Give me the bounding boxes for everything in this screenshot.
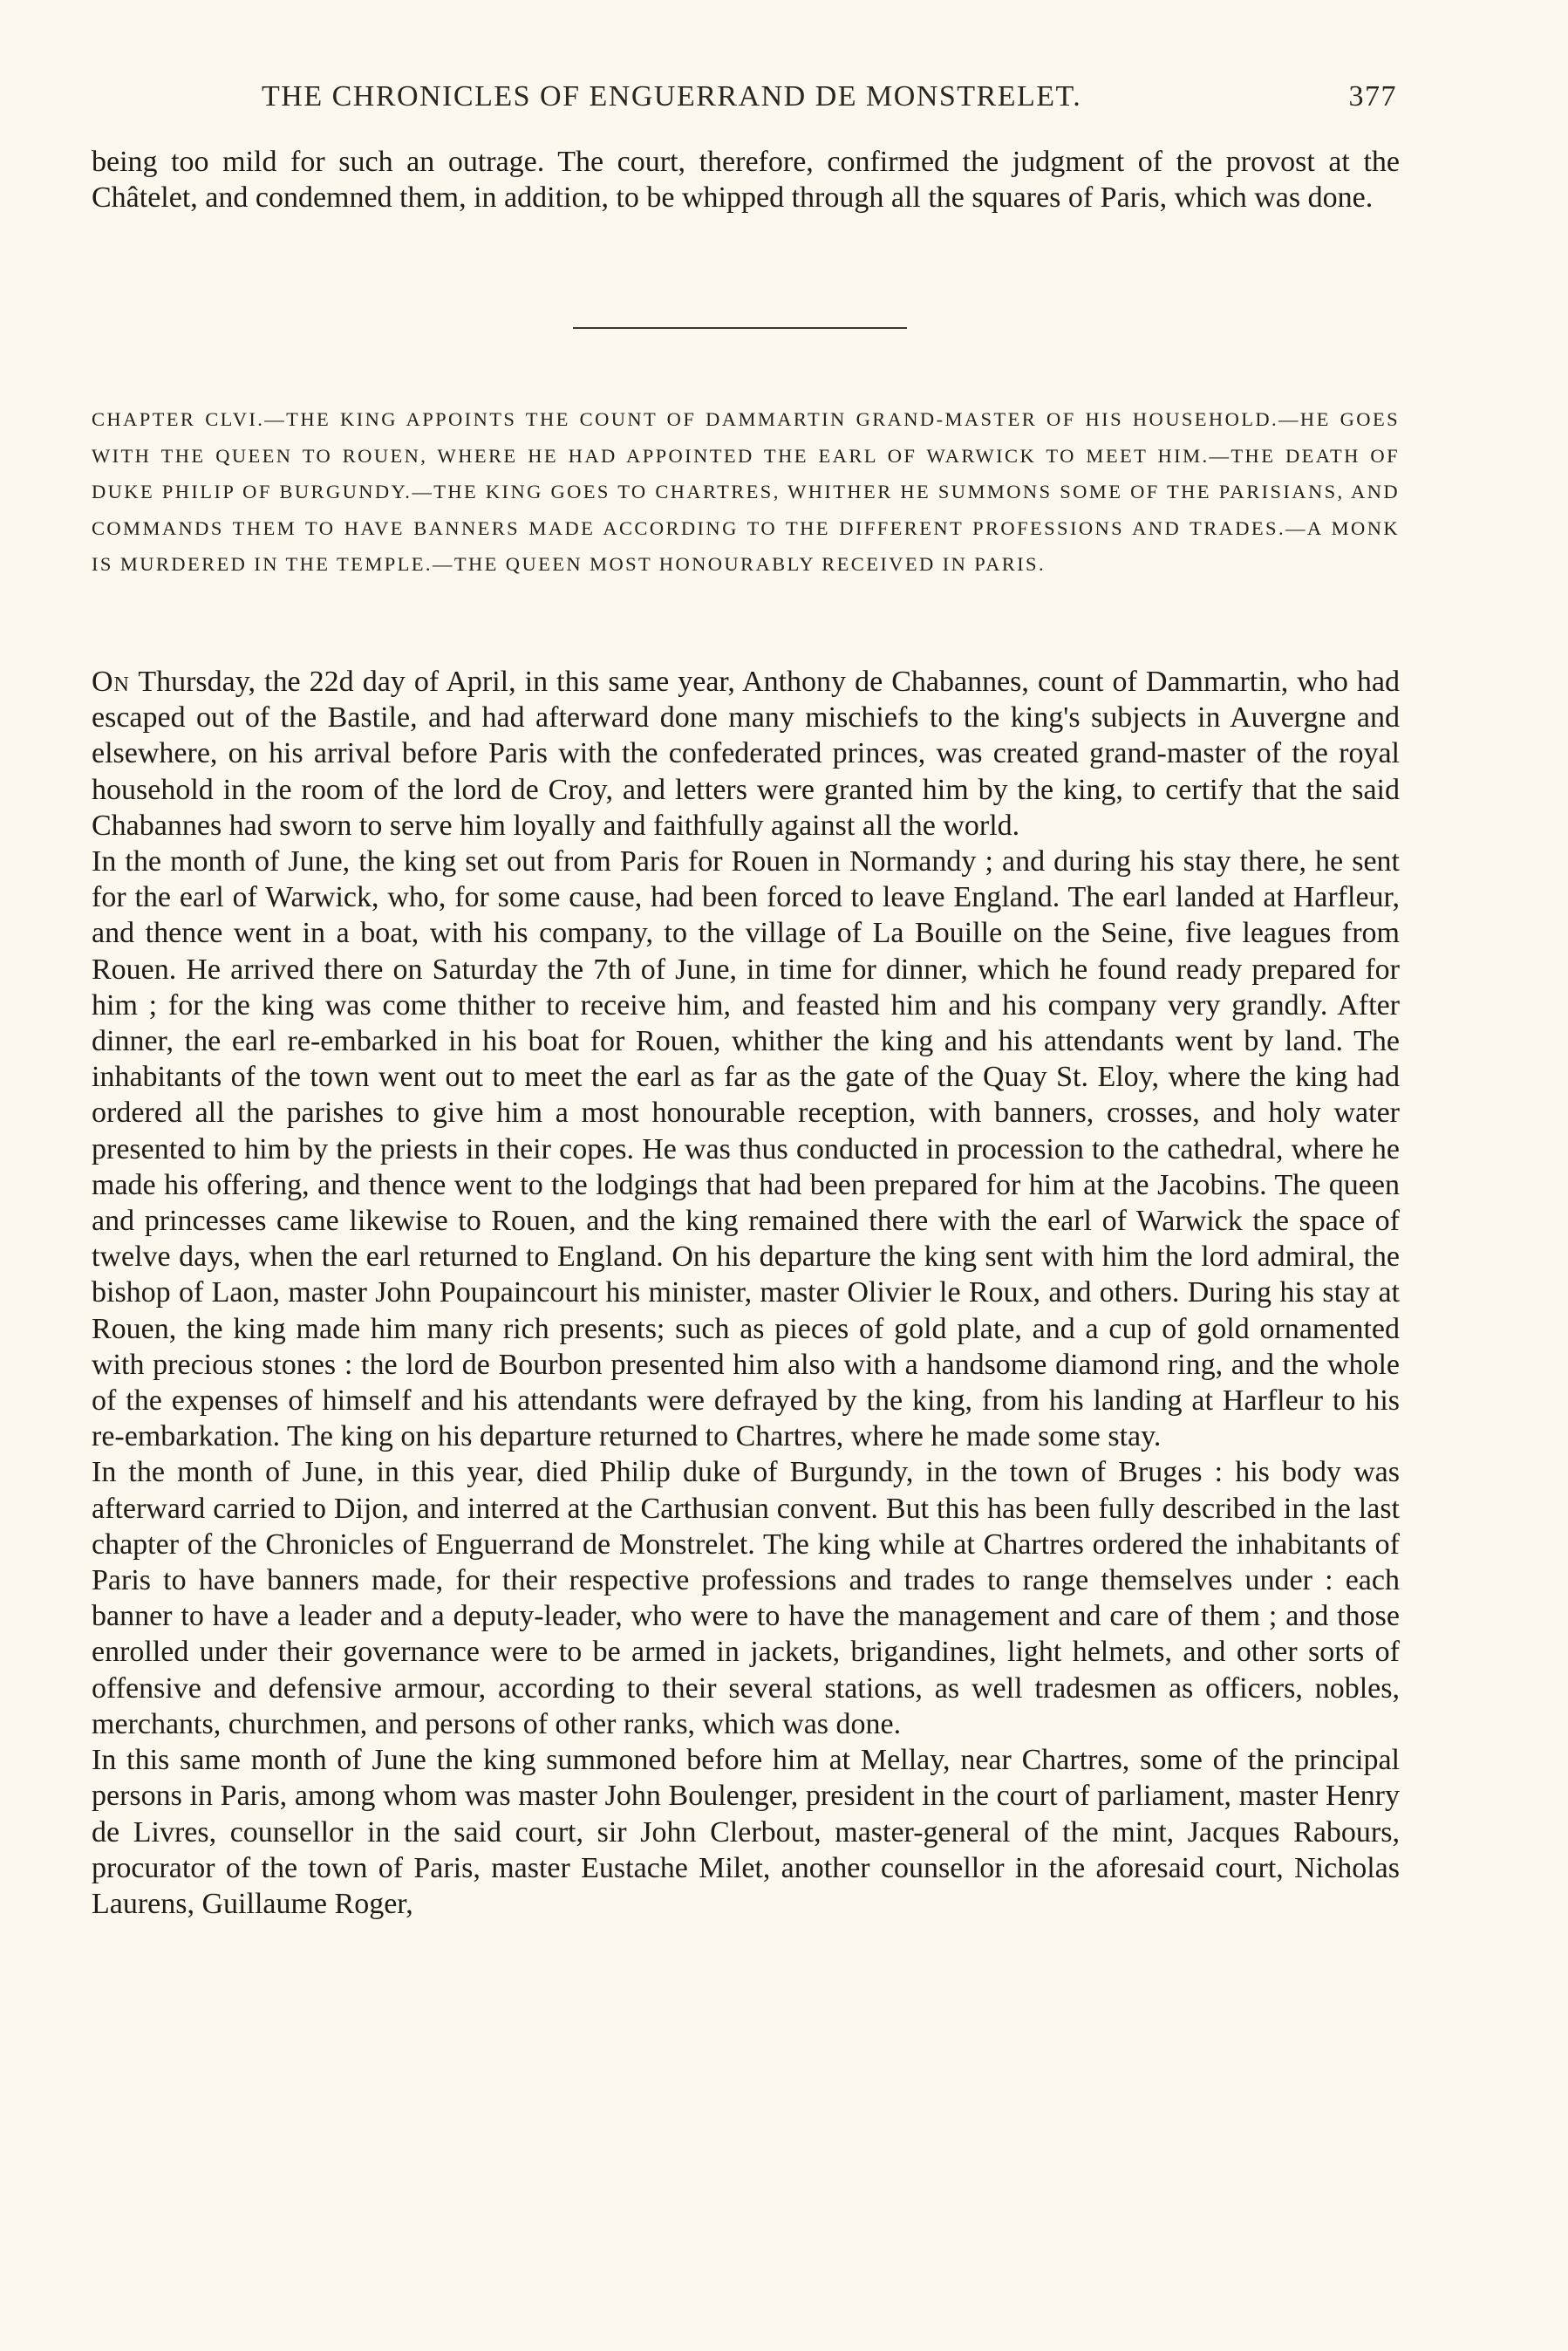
chapter-body bbox=[92, 664, 1400, 1922]
paragraph-text: Thursday, the 22d day of April, in this same year, Anthony de Chabannes, count of Dammartin, who had escaped out of the Bastile, and had afterward done many mischiefs to the king's subjects in Auvergne and elsewhere, on his arrival before Paris with the confederated princes, was created grand-master of the royal household in the room of the lord de Croy, and letters were granted him by the king, to certify that the said Chabannes had sworn to serve him loyally and faithfully against all the world. bbox=[92, 666, 1400, 842]
paragraph-text: In the month of June, in this year, died Philip duke of Burgundy, in the town of Bruges : his body was afterward carried to Dijon, and interred at the Carthusian convent. But this has been fully described in the last chapter of the Chronicles of Enguerrand de Monstrelet. The king while at Chartres ordered the inhabitants of Paris to have banners made, for their respective professions and trades to range themselves under : each banner to have a leader and a deputy-leader, who were to have the management and care of them ; and those enrolled under their governance were to be armed in jackets, brigandines, light helmets, and other sorts of offensive and defensive armour, according to their several stations, as well tradesmen as officers, nobles, merchants, churchmen, and persons of other ranks, which was done. bbox=[92, 1456, 1400, 1740]
body-paragraph-1 bbox=[92, 664, 1400, 844]
body-paragraph-2 bbox=[92, 844, 1400, 1454]
paragraph-lead-word: On bbox=[92, 666, 130, 698]
paragraph-text: In this same month of June the king summoned before him at Mellay, near Chartres, some of the principal persons in Paris, among whom was master John Boulenger, president in the court of parliament, master Henry de Livres, counsellor in the said court, sir John Clerbout, master-general of the mint, Jacques Rabours, procurator of the town of Paris, master Eustache Milet, another counsellor in the aforesaid court, Nicholas Laurens, Guillaume Roger, bbox=[92, 1744, 1400, 1920]
running-head bbox=[262, 80, 1397, 124]
body-paragraph-4 bbox=[92, 1742, 1400, 1922]
paragraph-text: In the month of June, the king set out from Paris for Rouen in Normandy ; and during his stay there, he sent for the earl of Warwick, who, for some cause, had been forced to leave England. The earl landed at Harfleur, and thence went in a boat, with his company, to the village of La Bouille on the Seine, five leagues from Rouen. He arrived there on Saturday the 7th of June, in time for dinner, which he found ready prepared for him ; for the king was come thither to receive him, and feasted him and his company very grandly. After dinner, the earl re-embarked in his boat for Rouen, whither the king and his attendants went by land. The inhabitants of the town went out to meet the earl as far as the gate of the Quay St. Eloy, where the king had ordered all the parishes to give him a most honourable reception, with banners, crosses, and holy water presented to him by the priests in their copes. He was thus conducted in procession to the cathedral, where he made his offering, and thence went to the lodgings that had been prepared for him at the Jacobins. The queen and princesses came likewise to Rouen, and the king remained there with the earl of Warwick the space of twelve days, when the earl returned to England. On his departure the king sent with him the lord admiral, the bishop of Laon, master John Poupaincourt his minister, master Olivier le Roux, and others. During his stay at Rouen, the king made him many rich presents; such as pieces of gold plate, and a cup of gold ornamented with precious stones : the lord de Bourbon presented him also with a handsome diamond ring, and the whole of the expenses of himself and his attendants were defrayed by the king, from his landing at Harfleur to his re-embarkation. The king on his departure returned to Chartres, where he made some stay. bbox=[92, 845, 1400, 1453]
section-divider bbox=[573, 327, 907, 329]
chapter-heading: CHAPTER CLVI.—THE KING APPOINTS THE COUNT OF DAMMARTIN GRAND-MASTER OF HIS HOUSEHOLD.—HE GOES WITH THE QUEEN TO ROUEN, WHERE HE HAD APPOINTED THE EARL OF WARWICK TO MEET HIM.—THE DEATH OF DUKE PHILIP OF BURGUNDY.—THE KING GOES TO CHARTRES, WHITHER HE SUMMONS SOME OF THE PARISIANS, AND COMMANDS THEM TO HAVE BANNERS MADE ACCORDING TO THE DIFFERENT PROFESSIONS AND TRADES.—A MONK IS MURDERED IN THE TEMPLE.—THE QUEEN MOST HONOURABLY RECEIVED IN PARIS. bbox=[92, 408, 1400, 576]
opening-paragraph-text: being too mild for such an outrage. The court, therefore, confirmed the judgment of the provost at the Châtelet, and condemned them, in addition, to be whipped through all the squares of Paris, which was done. bbox=[92, 146, 1400, 215]
continued-paragraph bbox=[92, 144, 1400, 215]
page-number: 377 bbox=[1348, 80, 1397, 113]
running-head-title: THE CHRONICLES OF ENGUERRAND DE MONSTRELET. bbox=[262, 80, 1082, 113]
body-paragraph-3 bbox=[92, 1454, 1400, 1742]
